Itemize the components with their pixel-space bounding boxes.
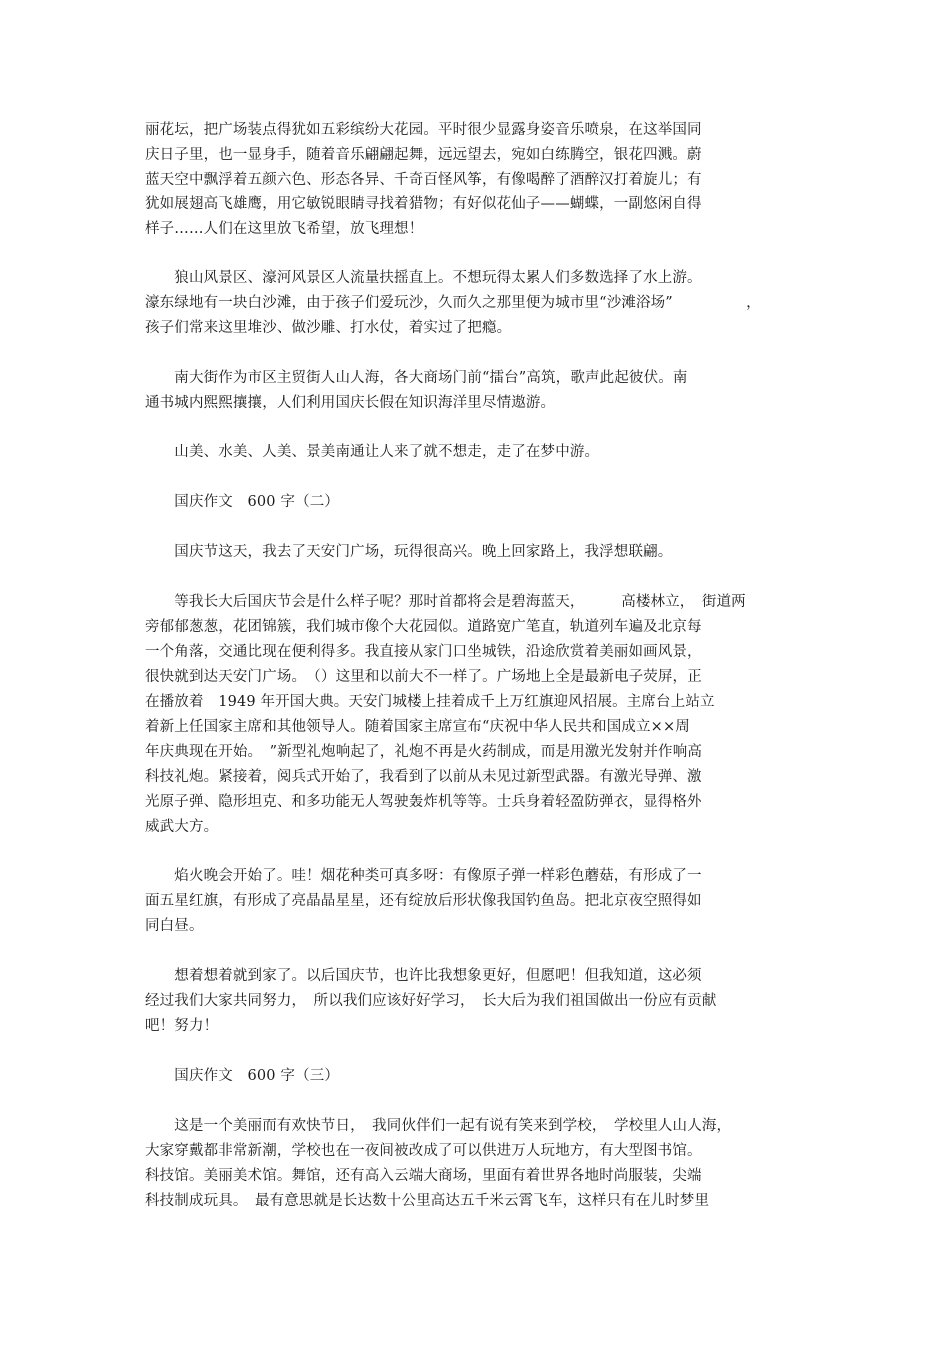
text-line: 同白昼。	[145, 918, 204, 934]
text-line: 在播放着 1949 年开国大典。天安门城楼上挂着成千上万红旗迎风招展。主席台上站立	[145, 694, 715, 710]
text-line: 焰火晚会开始了。哇！烟花种类可真多呀：有像原子弹一样彩色蘑菇，有形成了一	[145, 868, 702, 884]
text-line: 庆日子里，也一显身手，随着音乐翩翩起舞，远远望去，宛如白练腾空，银花四溅。蔚	[145, 147, 702, 163]
text-line: 科技制成玩具。 最有意思就是长达数十公里高达五千米云霄飞车，这样只有在儿时梦里	[145, 1193, 710, 1209]
text-line: 狼山风景区、濠河风景区人流量扶摇直上。不想玩得太累人们多数选择了水上游。	[145, 270, 702, 286]
text-line: 濠东绿地有一块白沙滩，由于孩子们爱玩沙，久而久之那里便为城市里“沙滩浴场” ，	[145, 295, 761, 311]
text-line: 犹如展翅高飞雄鹰，用它敏锐眼睛寻找着猎物；有好似花仙子——蝴蝶，一副悠闲自得	[145, 196, 702, 212]
text-line: 威武大方。	[145, 819, 219, 835]
text-line: 大家穿戴都非常新潮，学校也在一夜间被改成了可以供进万人玩地方，有大型图书馆。	[145, 1143, 702, 1159]
text-line: 面五星红旗，有形成了亮晶晶星星，还有绽放后形状像我国钓鱼岛。把北京夜空照得如	[145, 893, 702, 909]
text-line: 蓝天空中飘浮着五颜六色、形态各异、千奇百怪风筝，有像喝醉了酒醉汉打着旋儿；有	[145, 172, 702, 188]
text-line: 山美、水美、人美、景美南通让人来了就不想走，走了在梦中游。	[145, 444, 600, 460]
text-line: 通书城内熙熙攘攘，人们利用国庆长假在知识海洋里尽情遨游。	[145, 395, 556, 411]
text-line: 光原子弹、隐形坦克、和多功能无人驾驶轰炸机等等。士兵身着轻盈防弹衣，显得格外	[145, 794, 702, 810]
text-line: 年庆典现在开始。 ”新型礼炮响起了，礼炮不再是火药制成，而是用激光发射并作响高	[145, 744, 703, 760]
text-line: 很快就到达天安门广场。 （）这里和以前大不一样了。广场地上全是最新电子荧屏，正	[145, 669, 702, 685]
text-line: 着新上任国家主席和其他领导人。随着国家主席宣布“庆祝中华人民共和国成立××周	[145, 719, 690, 735]
text-line: 一个角落，交通比现在便利得多。我直接从家门口坐城铁，沿途欣赏着美丽如画风景，	[145, 644, 702, 660]
text-line: 等我长大后国庆节会是什么样子呢？那时首都将会是碧海蓝天， 高楼林立， 街道两	[145, 594, 746, 610]
text-line: 孩子们常来这里堆沙、做沙雕、打水仗，着实过了把瘾。	[145, 320, 512, 336]
text-line: 丽花坛，把广场装点得犹如五彩缤纷大花园。平时很少显露身姿音乐喷泉，在这举国同	[145, 122, 702, 138]
text-line: 吧！努力！	[145, 1018, 219, 1034]
section-heading: 国庆作文 600 字（三）	[145, 1068, 340, 1084]
text-line: 南大街作为市区主贸街人山人海，各大商场门前“擂台”高筑，歌声此起彼伏。南	[145, 370, 688, 386]
text-line: 经过我们大家共同努力， 所以我们应该好好学习， 长大后为我们祖国做出一份应有贡献	[145, 993, 717, 1009]
text-line: 旁郁郁葱葱，花团锦簇，我们城市像个大花园似。道路宽广笔直，轨道列车遍及北京每	[145, 619, 702, 635]
section-heading: 国庆作文 600 字（二）	[145, 494, 340, 510]
text-line: 样子……人们在这里放飞希望，放飞理想！	[145, 221, 424, 237]
text-line: 科技礼炮。紧接着，阅兵式开始了，我看到了以前从未见过新型武器。有激光导弹、激	[145, 769, 702, 785]
text-line: 国庆节这天，我去了天安门广场，玩得很高兴。晚上回家路上，我浮想联翩。	[145, 544, 673, 560]
text-line: 科技馆。美丽美术馆。舞馆，还有高入云端大商场，里面有着世界各地时尚服装，尖端	[145, 1168, 702, 1184]
text-line: 这是一个美丽而有欢快节日， 我同伙伴们一起有说有笑来到学校， 学校里人山人海，	[145, 1118, 732, 1134]
text-line: 想着想着就到家了。以后国庆节，也许比我想象更好，但愿吧！但我知道，这必须	[145, 968, 702, 984]
